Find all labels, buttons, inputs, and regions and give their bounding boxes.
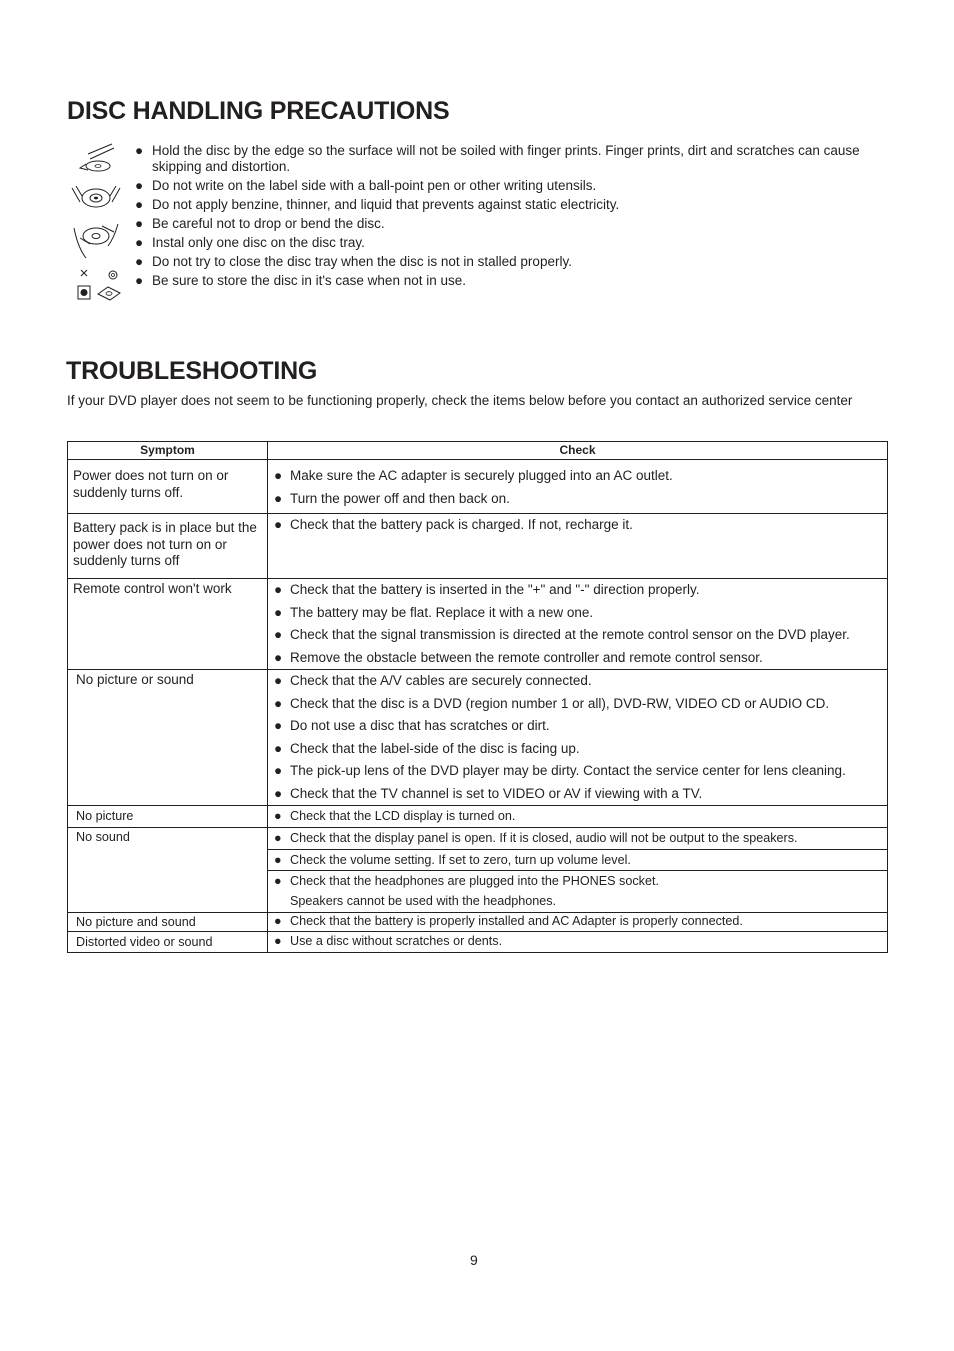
troubleshooting-table <box>67 441 888 953</box>
check-cell <box>268 806 888 828</box>
table-row <box>68 913 888 932</box>
check-item <box>274 738 883 761</box>
bullet: ● <box>274 785 283 801</box>
bullet: ● <box>274 627 283 642</box>
precaution-text: Be sure to store the disc in it's case when not in use. <box>152 273 466 288</box>
check-item <box>274 871 883 891</box>
bullet: ● <box>274 740 283 756</box>
symptom-text: Distorted video or sound <box>76 935 213 949</box>
bullet: ● <box>135 143 144 158</box>
check-item <box>274 783 883 806</box>
precaution-text: Be careful not to drop or bend the disc. <box>152 216 385 231</box>
symptom-text: Battery pack is in place but the power does not turn on or suddenly turns off <box>73 520 257 568</box>
check-text: Check that the battery pack is charged. If not, recharge it. <box>290 517 633 532</box>
symptom-text: No sound <box>76 830 130 844</box>
check-item <box>274 624 883 647</box>
bullet: ● <box>274 763 283 778</box>
check-text: The battery may be flat. Replace it with a new one. <box>290 604 594 620</box>
symptom-text: No picture <box>76 809 134 823</box>
bullet: ● <box>274 695 283 711</box>
precaution-text: Instal only one disc on the disc tray. <box>152 235 365 250</box>
hands-bending-disc-icon <box>68 218 124 262</box>
bullet: ● <box>274 517 283 532</box>
symptom-cell <box>68 579 268 670</box>
symptom-text: No picture or sound <box>76 672 194 687</box>
disc-handling-title: DISC HANDLING PRECAUTIONS <box>67 97 450 125</box>
check-cell <box>268 460 888 514</box>
precaution-item <box>132 143 882 175</box>
check-item <box>274 488 883 511</box>
hand-holding-disc-icon <box>68 142 124 178</box>
precaution-item <box>132 235 882 251</box>
check-item <box>274 670 883 693</box>
bullet: ● <box>274 809 282 823</box>
check-cell <box>268 913 888 932</box>
check-text: Check that the headphones are plugged into the PHONES socket. <box>290 874 659 888</box>
check-text: Turn the power off and then back on. <box>290 490 510 506</box>
check-item <box>274 579 883 602</box>
table-row <box>68 579 888 670</box>
check-text: Check that the TV channel is set to VIDEO or AV if viewing with a TV. <box>290 785 703 801</box>
check-item <box>274 693 883 716</box>
table-row <box>68 514 888 579</box>
precaution-text: Do not write on the label side with a ball-point pen or other writing utensils. <box>152 178 597 193</box>
check-item <box>274 602 883 625</box>
check-item <box>274 932 883 950</box>
symptom-cell <box>68 932 268 953</box>
bullet: ● <box>274 853 282 867</box>
precautions-list <box>132 143 882 292</box>
symptom-cell <box>68 913 268 932</box>
check-text: Check that the LCD display is turned on. <box>290 809 516 823</box>
disc-label-writing-icon <box>68 180 124 216</box>
check-continuation: Speakers cannot be used with the headphones. <box>290 894 557 908</box>
check-item <box>274 715 883 738</box>
bullet: ● <box>274 490 283 506</box>
check-text: Use a disc without scratches or dents. <box>290 934 503 948</box>
bullet: ● <box>274 649 283 665</box>
bullet: ● <box>135 235 144 250</box>
symptom-header: Symptom <box>68 442 268 460</box>
table-row <box>68 460 888 514</box>
check-text: Do not use a disc that has scratches or dirt. <box>290 718 550 733</box>
bullet: ● <box>135 197 144 212</box>
bullet: ● <box>274 831 282 845</box>
bullet: ● <box>135 254 144 269</box>
check-text: The pick-up lens of the DVD player may be dirty. Contact the service center for lens cleaning. <box>290 763 846 778</box>
bullet: ● <box>274 468 283 483</box>
check-item <box>274 913 883 930</box>
symptom-cell <box>68 460 268 514</box>
table-row <box>68 828 888 913</box>
check-text: Check that the display panel is open. If it is closed, audio will not be output to the speakers. <box>290 831 798 845</box>
check-subcell <box>268 828 887 850</box>
precaution-item <box>132 178 882 194</box>
check-text: Check that the A/V cables are securely connected. <box>290 673 592 688</box>
check-cell <box>268 828 888 913</box>
troubleshooting-intro: If your DVD player does not seem to be functioning properly, check the items below before you contact an authorized service center <box>67 393 853 408</box>
table-row <box>68 670 888 806</box>
bullet: ● <box>274 914 282 928</box>
check-header: Check <box>268 442 888 460</box>
check-item <box>274 465 883 488</box>
check-text: Check that the signal transmission is directed at the remote control sensor on the DVD player. <box>290 627 850 642</box>
check-item <box>274 828 883 848</box>
precaution-text: Do not apply benzine, thinner, and liquid that prevents against static electricity. <box>152 197 620 212</box>
check-subcell <box>268 871 887 912</box>
check-cell <box>268 932 888 953</box>
symptom-text: Power does not turn on or suddenly turns off. <box>73 468 229 500</box>
bullet: ● <box>274 934 282 948</box>
check-text: Make sure the AC adapter is securely plugged into an AC outlet. <box>290 468 673 483</box>
check-item <box>274 850 883 870</box>
check-text: Check that the battery is inserted in the "+" and "-" direction properly. <box>290 582 700 597</box>
table-row <box>68 806 888 828</box>
disc-storage-case-icon <box>68 266 128 306</box>
check-item <box>274 760 883 783</box>
disc-handling-illustrations <box>68 142 128 307</box>
bullet: ● <box>274 718 283 733</box>
check-text: Check that the disc is a DVD (region number 1 or all), DVD-RW, VIDEO CD or AUDIO CD. <box>290 695 830 711</box>
precaution-item <box>132 197 882 213</box>
check-cell <box>268 514 888 579</box>
symptom-cell <box>68 670 268 806</box>
bullet: ● <box>274 673 283 688</box>
precaution-item <box>132 216 882 232</box>
check-cell <box>268 579 888 670</box>
bullet: ● <box>274 874 282 888</box>
check-item <box>274 806 883 826</box>
symptom-text: Remote control won't work <box>73 581 232 596</box>
troubleshooting-title: TROUBLESHOOTING <box>66 357 318 385</box>
symptom-cell <box>68 828 268 913</box>
check-item <box>274 647 883 670</box>
check-text: Check that the label-side of the disc is facing up. <box>290 740 580 756</box>
symptom-text: No picture and sound <box>76 915 196 929</box>
page-number: 9 <box>470 1252 478 1268</box>
check-cell <box>268 670 888 806</box>
bullet: ● <box>135 273 144 288</box>
precaution-item <box>132 273 882 289</box>
bullet: ● <box>135 216 144 231</box>
table-row <box>68 932 888 953</box>
check-item <box>274 514 883 537</box>
precaution-text: Hold the disc by the edge so the surface will not be soiled with finger prints. Finger prints, dirt and scratches can cause skipping and distortion. <box>152 143 860 174</box>
check-text: Remove the obstacle between the remote controller and remote control sensor. <box>290 649 763 665</box>
check-text: Check that the battery is properly installed and AC Adapter is properly connected. <box>290 914 743 928</box>
precaution-item <box>132 254 882 270</box>
check-subcell <box>268 850 887 871</box>
symptom-cell <box>68 806 268 828</box>
precaution-text: Do not try to close the disc tray when the disc is not in stalled properly. <box>152 254 572 269</box>
check-text: Check the volume setting. If set to zero, turn up volume level. <box>290 853 631 867</box>
bullet: ● <box>135 178 144 193</box>
bullet: ● <box>274 582 283 597</box>
symptom-cell <box>68 514 268 579</box>
bullet: ● <box>274 604 283 620</box>
table-header-row <box>68 442 888 460</box>
